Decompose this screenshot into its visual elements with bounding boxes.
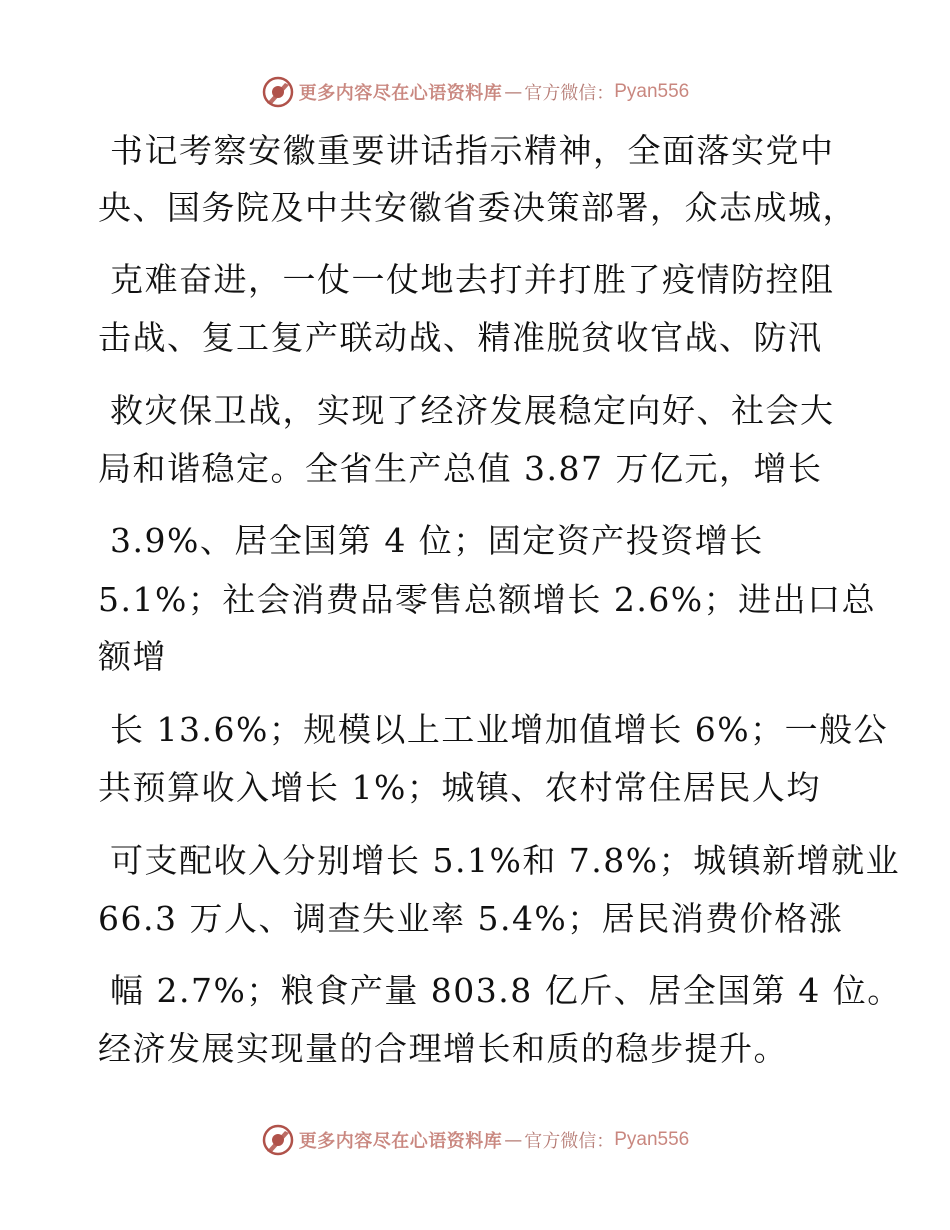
text-line: 书记考察安徽重要讲话指示精神，全面落实党中 xyxy=(98,131,835,170)
text-line: 救灾保卫战，实现了经济发展稳定向好、社会大 xyxy=(98,391,835,430)
text-line: 5.1%；社会消费品零售总额增长 2.6%；进出口总 xyxy=(98,580,877,619)
text-line: 66.3 万人、调查失业率 5.4%；居民消费价格涨 xyxy=(98,899,844,938)
watermark-wechat-id: Pyan556 xyxy=(614,1129,690,1150)
watermark-official-label: 官方微信： xyxy=(524,83,615,104)
quill-logo-icon xyxy=(261,1123,295,1157)
text-line: 局和谐稳定。全省生产总值 3.87 万亿元，增长 xyxy=(98,449,823,488)
text-line: 击战、复工复产联动战、精准脱贫收官战、防汛 xyxy=(98,318,823,357)
watermark-dash: — xyxy=(504,1129,523,1151)
watermark-wechat-id: Pyan556 xyxy=(614,81,690,102)
text-line: 长 13.6%；规模以上工业增加值增长 6%；一般公 xyxy=(98,710,889,749)
text-line: 央、国务院及中共安徽省委决策部署，众志成城， xyxy=(98,188,857,227)
text-line: 克难奋进，一仗一仗地去打并打胜了疫情防控阻 xyxy=(98,260,835,299)
text-line: 幅 2.7%；粮食产量 803.8 亿斤、居全国第 4 位。 xyxy=(98,971,902,1010)
watermark-text: 更多内容尽在心语资料库 xyxy=(298,1131,503,1152)
watermark-official-label: 官方微信： xyxy=(524,1131,615,1152)
footer-watermark xyxy=(0,1120,950,1160)
text-line: 经济发展实现量的合理增长和质的稳步提升。 xyxy=(98,1029,788,1068)
watermark-text: 更多内容尽在心语资料库 xyxy=(298,83,503,104)
text-line: 可支配收入分别增长 5.1%和 7.8%；城镇新增就业 xyxy=(98,841,901,880)
text-line: 3.9%、居全国第 4 位；固定资产投资增长 xyxy=(98,521,764,560)
text-line: 共预算收入增长 1%；城镇、农村常住居民人均 xyxy=(98,768,821,807)
text-line: 额增 xyxy=(98,637,167,676)
watermark-dash: — xyxy=(504,81,523,103)
